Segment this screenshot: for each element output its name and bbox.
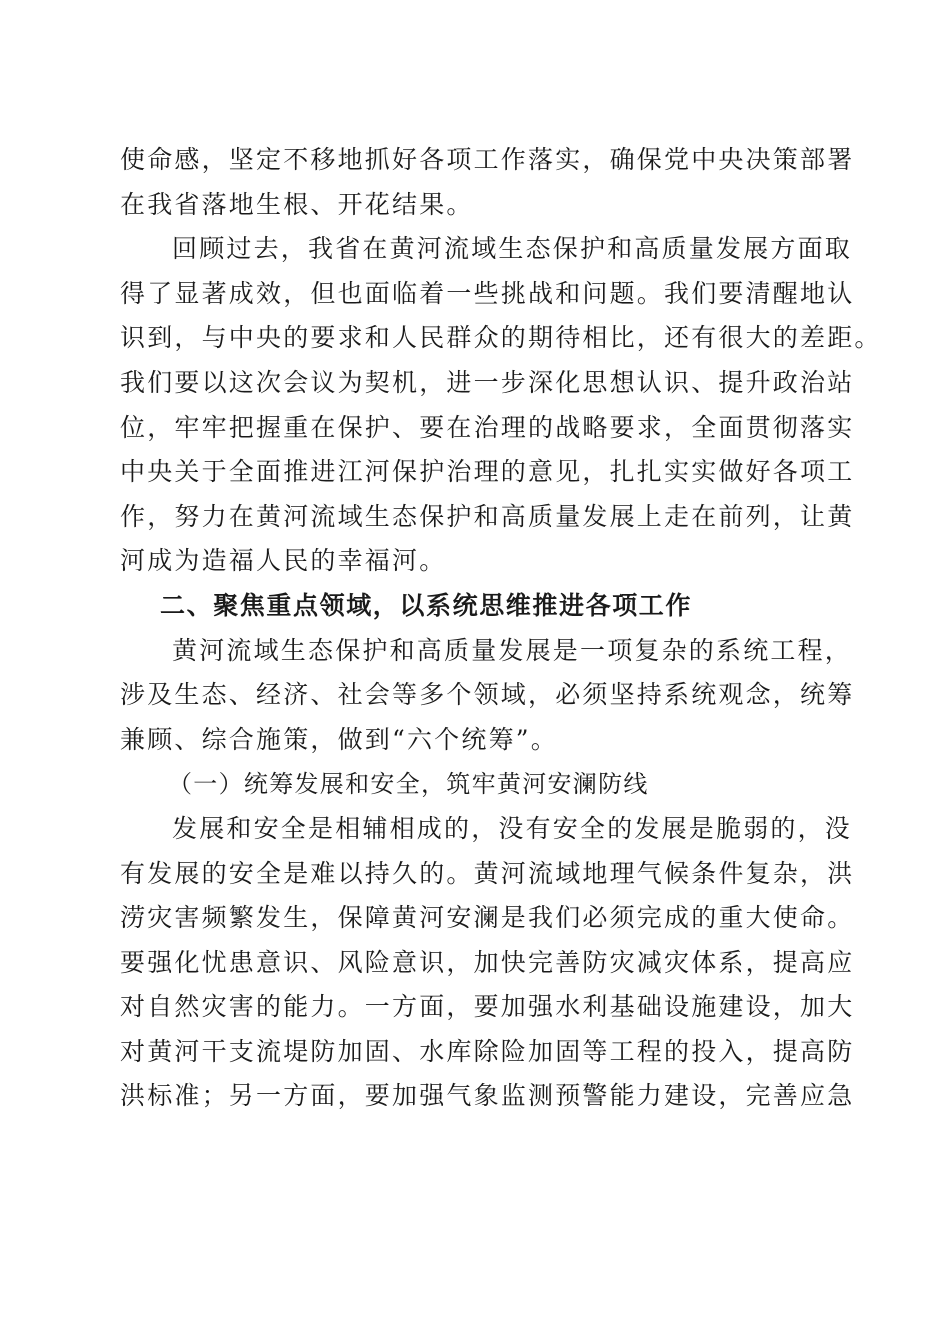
text-line: 回顾过去，我省在黄河流域生态保护和高质量发展方面取 <box>172 234 853 264</box>
text-line: 作，努力在黄河流域生态保护和高质量发展上走在前列，让黄 <box>120 501 855 531</box>
section-heading-text: 二、聚焦重点领域，以系统思维推进各项工作 <box>160 590 693 620</box>
paragraph <box>120 227 882 584</box>
text-line: 对黄河干支流堤防加固、水库除险加固等工程的投入，提高防 <box>120 1036 855 1066</box>
subsection-heading <box>120 762 832 807</box>
paragraph <box>120 807 855 1119</box>
text-line: 在我省落地生根、开花结果。 <box>120 189 474 219</box>
text-line: 要强化忧患意识、风险意识，加快完善防灾减灾体系，提高应 <box>120 947 855 977</box>
text-line: 涝灾害频繁发生，保障黄河安澜是我们必须完成的重大使命。 <box>120 903 855 933</box>
text-line: 使命感，坚定不移地抓好各项工作落实，确保党中央决策部署 <box>120 145 855 174</box>
text-line: 识到，与中央的要求和人民群众的期待相比，还有很大的差距。 <box>120 323 882 353</box>
text-line: 黄河流域生态保护和高质量发展是一项复杂的系统工程， <box>172 635 853 665</box>
document-page <box>120 138 882 1119</box>
text-line: 得了显著成效，但也面临着一些挑战和问题。我们要清醒地认 <box>120 278 855 308</box>
text-line: 洪标准；另一方面，要加强气象监测预警能力建设，完善应急 <box>120 1081 855 1111</box>
text-line: 有发展的安全是难以持久的。黄河流域地理气候条件复杂，洪 <box>120 858 855 888</box>
subsection-heading-text: （一）统筹发展和安全，筑牢黄河安澜防线 <box>168 770 649 799</box>
paragraph-continued <box>120 138 855 227</box>
text-line: 位，牢牢把握重在保护、要在治理的战略要求，全面贯彻落实 <box>120 412 855 442</box>
text-line: 中央关于全面推进江河保护治理的意见，扎扎实实做好各项工 <box>120 457 855 487</box>
text-line: 河成为造福人民的幸福河。 <box>120 546 447 576</box>
text-line: 发展和安全是相辅相成的，没有安全的发展是脆弱的，没 <box>172 813 853 843</box>
text-line: 对自然灾害的能力。一方面，要加强水利基础设施建设，加大 <box>120 992 855 1022</box>
text-line: 我们要以这次会议为契机，进一步深化思想认识、提升政治站 <box>120 367 855 397</box>
text-line: 兼顾、综合施策，做到“六个统筹”。 <box>120 724 558 754</box>
section-heading <box>120 584 832 629</box>
text-line: 涉及生态、经济、社会等多个领域，必须坚持系统观念，统筹 <box>120 680 855 710</box>
paragraph <box>120 629 855 763</box>
